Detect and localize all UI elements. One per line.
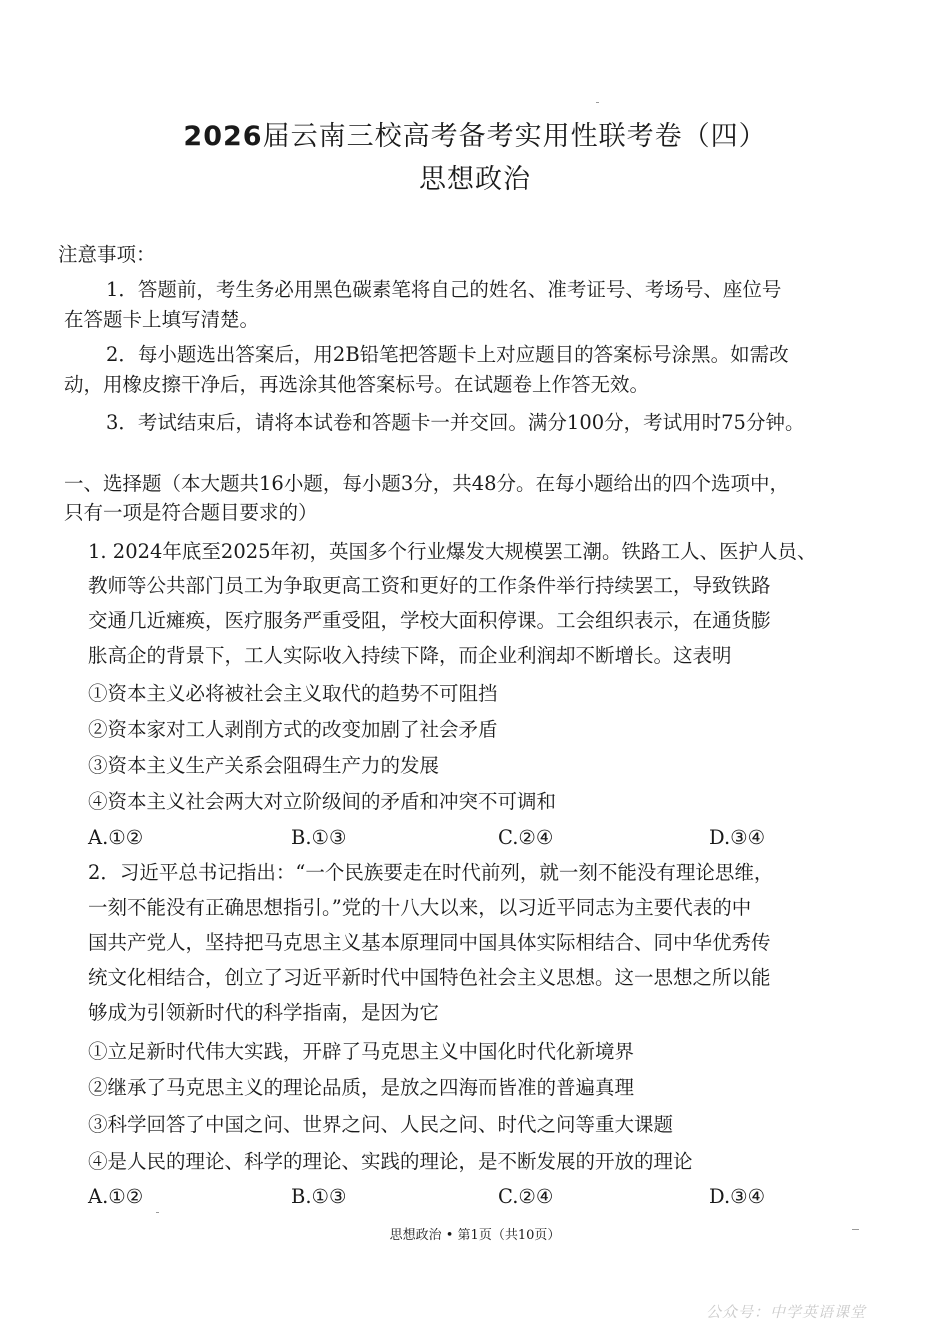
page-footer: 思想政治 • 第1页（共10页） (389, 1228, 561, 1243)
exam-title (0, 114, 950, 153)
q1-stem-line-1: 1. 2024年底至2025年初，英国多个行业爆发大规模罢工潮。铁路工人、医护人员、 (88, 540, 817, 563)
q1-statement-3: ③资本主义生产关系会阻碍生产力的发展 (88, 754, 440, 777)
q1-stem-line-2: 教师等公共部门员工为争取更高工资和更好的工作条件举行持续罢工，导致铁路 (88, 574, 771, 597)
q2-choice-c: C.②④ (498, 1185, 554, 1208)
q2-choice-d: D.③④ (709, 1185, 766, 1208)
q2-stem-line-2: 一刻不能没有正确思想指引。”党的十八大以来，以习近平同志为主要代表的中 (88, 896, 752, 919)
q2-choice-b: B.①③ (291, 1185, 347, 1208)
exam-subject: 思想政治 (419, 164, 531, 195)
section-heading-line-2: 只有一项是符合题目要求的） (64, 501, 318, 524)
q2-stem-line-3: 国共产党人，坚持把马克思主义基本原理同中国具体实际相结合、同中华优秀传 (88, 931, 771, 954)
q2-choice-a: A.①② (88, 1185, 144, 1208)
q1-statement-1: ①资本主义必将被社会主义取代的趋势不可阻挡 (88, 682, 498, 705)
notice-heading: 注意事项： (58, 243, 156, 266)
notice-item-2-line-1: 2．每小题选出答案后，用2B铅笔把答题卡上对应题目的答案标号涂黑。如需改 (106, 343, 789, 366)
q1-choice-a: A.①② (88, 826, 144, 849)
q2-statement-2: ②继承了马克思主义的理论品质，是放之四海而皆准的普遍真理 (88, 1076, 635, 1099)
q2-stem-line-1: 2．习近平总书记指出：“一个民族要走在时代前列，就一刻不能没有理论思维， (88, 861, 774, 884)
section-heading-line-1: 一、选择题（本大题共16小题，每小题3分，共48分。在每小题给出的四个选项中， (64, 472, 790, 495)
notice-item-1-line-2: 在答题卡上填写清楚。 (64, 308, 260, 331)
scan-speck (156, 1212, 159, 1213)
q2-statement-4: ④是人民的理论、科学的理论、实践的理论，是不断发展的开放的理论 (88, 1150, 693, 1173)
q1-choice-c: C.②④ (498, 826, 554, 849)
q1-choice-b: B.①③ (291, 826, 347, 849)
q1-stem-line-4: 胀高企的背景下，工人实际收入持续下降，而企业利润却不断增长。这表明 (88, 644, 732, 667)
notice-item-2-line-2: 动，用橡皮擦干净后，再选涂其他答案标号。在试题卷上作答无效。 (64, 373, 650, 396)
q1-choice-d: D.③④ (709, 826, 766, 849)
q2-statement-3: ③科学回答了中国之问、世界之问、人民之问、时代之问等重大课题 (88, 1113, 674, 1136)
notice-item-1-line-1: 1．答题前，考生务必用黑色碳素笔将自己的姓名、准考证号、考场号、座位号 (106, 278, 782, 301)
watermark: 公众号：中学英语课堂 (706, 1303, 867, 1321)
q2-statement-1: ①立足新时代伟大实践，开辟了马克思主义中国化时代化新境界 (88, 1040, 635, 1063)
exam-title-year: 2026 (183, 121, 263, 152)
q1-stem-line-3: 交通几近瘫痪，医疗服务严重受阻，学校大面积停课。工会组织表示，在通货膨 (88, 609, 771, 632)
notice-item-3-line-1: 3．考试结束后，请将本试卷和答题卡一并交回。满分100分，考试用时75分钟。 (106, 411, 805, 434)
scan-speck (596, 102, 599, 103)
q2-stem-line-5: 够成为引领新时代的科学指南，是因为它 (88, 1001, 440, 1024)
q1-statement-2: ②资本家对工人剥削方式的改变加剧了社会矛盾 (88, 718, 498, 741)
q1-statement-4: ④资本主义社会两大对立阶级间的矛盾和冲突不可调和 (88, 790, 557, 813)
q2-stem-line-4: 统文化相结合，创立了习近平新时代中国特色社会主义思想。这一思想之所以能 (88, 966, 771, 989)
exam-title-text: 届云南三校高考备考实用性联考卷（四） (262, 121, 767, 152)
